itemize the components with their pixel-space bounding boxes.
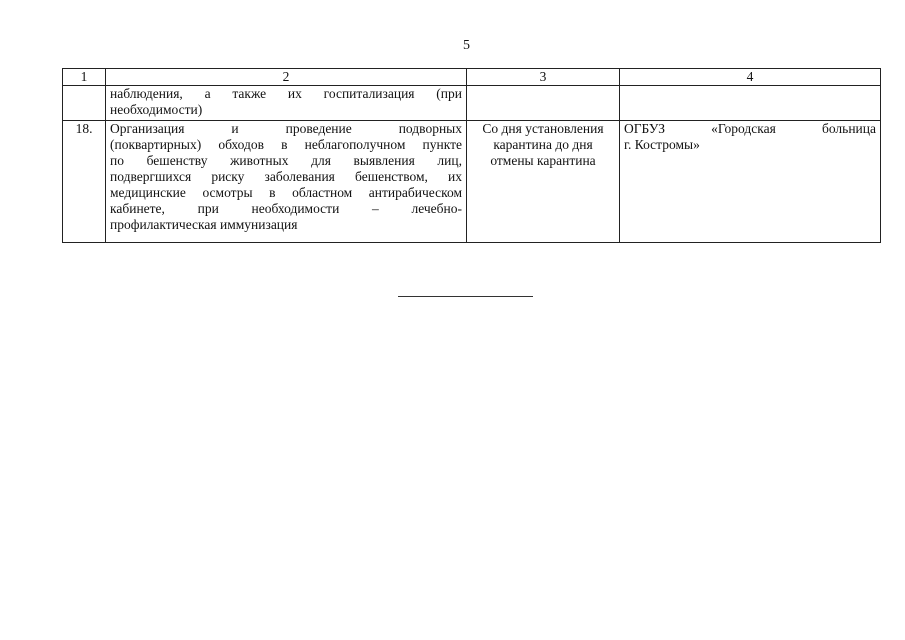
description-line: по бешенству животных для выявления лиц,: [110, 153, 462, 168]
table-row: [63, 121, 881, 243]
term-line: карантина до дня: [493, 137, 593, 152]
header-col-1: 1: [63, 69, 106, 86]
term-cell: [467, 121, 620, 243]
responsible-cell: [620, 86, 881, 121]
description-cell: [106, 121, 467, 243]
description-line: медицинские осмотры в областном антирабическом: [110, 185, 462, 200]
header-col-3: 3: [467, 69, 620, 86]
end-of-document-rule: [398, 296, 533, 297]
description-line: профилактическая иммунизация: [110, 217, 298, 232]
page-number: 5: [463, 38, 470, 53]
row-number-cell: [63, 86, 106, 121]
table-header-row: [63, 69, 881, 86]
description-line: кабинете, при необходимости – лечебно-: [110, 201, 462, 216]
header-col-4: 4: [620, 69, 881, 86]
description-line: (поквартирных) обходов в неблагополучном пункте: [110, 137, 462, 152]
term-line: отмены карантина: [490, 153, 596, 168]
description-line: Организация и проведение подворных: [110, 121, 462, 136]
description-line: подвергшихся риску заболевания бешенством, их: [110, 169, 462, 184]
row-number-cell: 18.: [63, 121, 106, 243]
table-row: [63, 86, 881, 121]
description-line: наблюдения, а также их госпитализация (при: [110, 86, 462, 101]
responsible-line: г. Костромы»: [624, 137, 700, 152]
term-cell: [467, 86, 620, 121]
responsible-cell: [620, 121, 881, 243]
description-line: необходимости): [110, 102, 203, 117]
header-col-2: 2: [106, 69, 467, 86]
measures-table: [62, 68, 881, 243]
term-line: Со дня установления: [482, 121, 604, 136]
description-cell: [106, 86, 467, 121]
responsible-line: ОГБУЗ «Городская больница: [624, 121, 876, 136]
